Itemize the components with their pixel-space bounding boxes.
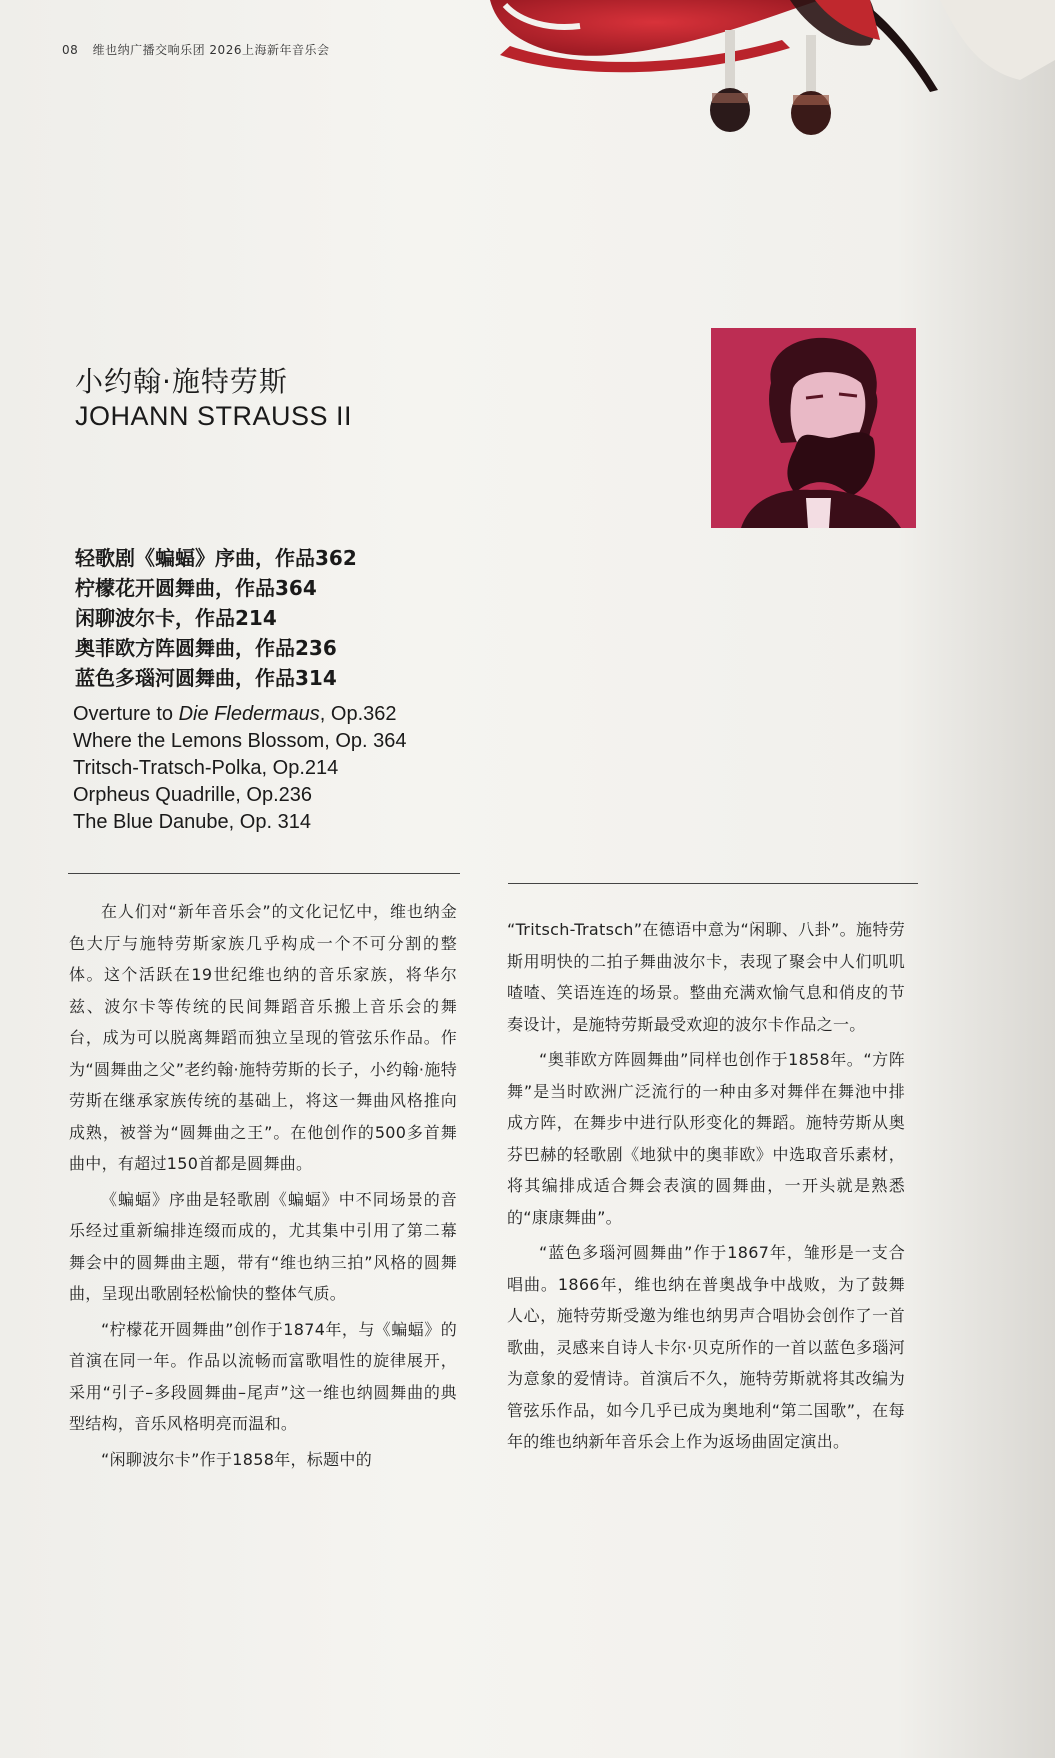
work-title-en: Tritsch-Tratsch-Polka, Op.214 xyxy=(73,757,339,779)
body-paragraph: 《蝙蝠》序曲是轻歌剧《蝙蝠》中不同场景的音乐经过重新编排连缀而成的，尤其集中引用了第二幕舞会中的圆舞曲主题，带有“维也纳三拍”风格的圆舞曲，呈现出歌剧轻松愉快的整体气质。 xyxy=(69,1189,457,1303)
work-title-en: Overture to Die Fledermaus, Op.362 xyxy=(73,703,397,725)
composer-name-en: JOHANN STRAUSS II xyxy=(75,401,353,431)
work-title-cn: 柠檬花开圆舞曲，作品364 xyxy=(75,576,317,600)
body-column-right xyxy=(507,914,905,1462)
body-paragraph: “奥菲欧方阵圆舞曲”同样也创作于1858年。“方阵舞”是当时欧洲广泛流行的一种由多对舞伴在舞池中排成方阵，在舞步中进行队形变化的舞蹈。施特劳斯从奥芬巴赫的轻歌剧《地狱中的奥菲欧》中选取音乐素材，将其编排成适合舞会表演的圆舞曲，一开头就是熟悉的“康康舞曲”。 xyxy=(507,1050,905,1227)
divider-left xyxy=(68,873,460,874)
body-paragraph: “蓝色多瑙河圆舞曲”作于1867年，雏形是一支合唱曲。1866年，维也纳在普奥战争中战败，为了鼓舞人心，施特劳斯受邀为维也纳男声合唱协会创作了一首歌曲，灵感来自诗人卡尔·贝克所作的一首以蓝色多瑙河为意象的爱情诗。首演后不久，施特劳斯就将其改编为管弦乐作品，如今几乎已成为奥地利“第二国歌”，在每年的维也纳新年音乐会上作为返场曲固定演出。 xyxy=(507,1243,905,1451)
work-title-cn: 轻歌剧《蝙蝠》序曲，作品362 xyxy=(75,546,357,570)
composer-name-cn: 小约翰·施特劳斯 xyxy=(75,365,288,398)
running-title: 维也纳广播交响乐团 2026上海新年音乐会 xyxy=(92,43,330,57)
work-title-cn: 闲聊波尔卡，作品214 xyxy=(75,606,277,630)
body-paragraph: 在人们对“新年音乐会”的文化记忆中，维也纳金色大厅与施特劳斯家族几乎构成一个不可分割的整体。这个活跃在19世纪维也纳的音乐家族，将华尔兹、波尔卡等传统的民间舞蹈音乐搬上音乐会的舞台，成为可以脱离舞蹈而独立呈现的管弦乐作品。作为“圆舞曲之父”老约翰·施特劳斯的长子，小约翰·施特劳斯在继承家族传统的基础上，将这一舞曲风格推向成熟，被誉为“圆舞曲之王”。在他创作的500多首舞曲中，有超过150首都是圆舞曲。 xyxy=(69,902,457,1173)
body-paragraph: “闲聊波尔卡”作于1858年，标题中的 xyxy=(101,1449,372,1469)
body-column-left xyxy=(69,896,457,1479)
work-title-en: Orpheus Quadrille, Op.236 xyxy=(73,784,313,806)
work-title-cn: 蓝色多瑙河圆舞曲，作品314 xyxy=(75,666,337,690)
top-decoration-image xyxy=(460,0,1055,170)
body-paragraph-continued: “Tritsch-Tratsch”在德语中意为“闲聊、八卦”。施特劳斯用明快的二拍子舞曲波尔卡，表现了聚会中人们叽叽喳喳、笑语连连的场景。整曲充满欢愉气息和俏皮的节奏设计，是施特劳斯最受欢迎的波尔卡作品之一。 xyxy=(507,920,905,1034)
works-list-cn xyxy=(75,543,357,693)
works-list-en xyxy=(73,701,407,836)
body-paragraph: “柠檬花开圆舞曲”创作于1874年，与《蝙蝠》的首演在同一年。作品以流畅而富歌唱性的旋律展开，采用“引子–多段圆舞曲–尾声”这一维也纳圆舞曲的典型结构，音乐风格明亮而温和。 xyxy=(69,1319,457,1433)
running-header xyxy=(62,41,329,58)
work-title-en: Where the Lemons Blossom, Op. 364 xyxy=(73,730,407,752)
composer-portrait-image xyxy=(711,328,916,528)
work-title-en: The Blue Danube, Op. 314 xyxy=(73,811,311,833)
divider-right xyxy=(508,883,918,884)
work-title-cn: 奥菲欧方阵圆舞曲，作品236 xyxy=(75,636,337,660)
page-number: 08 xyxy=(62,43,79,57)
